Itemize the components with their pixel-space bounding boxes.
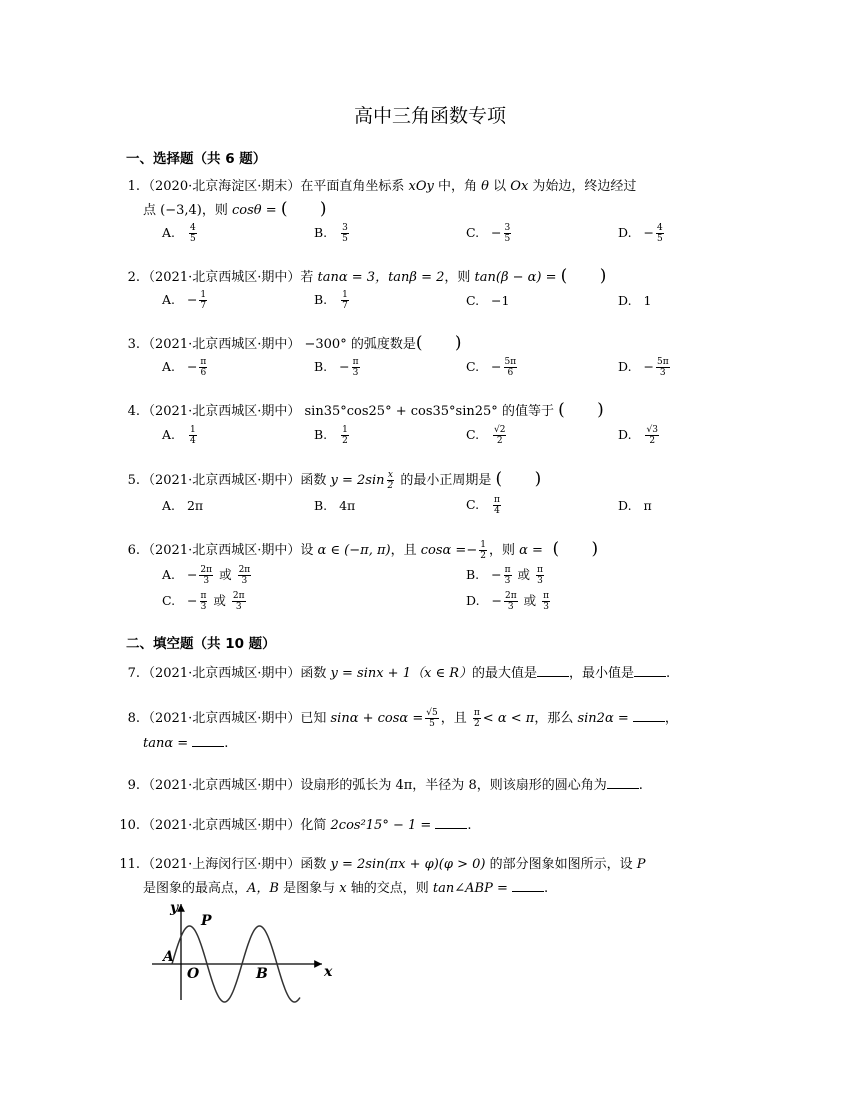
answer-blank[interactable]: ( ) (558, 400, 604, 420)
question-source: （2020·北京海淀区·期末） (142, 179, 301, 194)
question-6: 6. （2021·北京西城区·期中）设 α ∈ (−π, π)，且 cosα =− $\frac{1}{2}$ ，则 α = ( ) (114, 539, 598, 561)
question-text: 已知 (300, 711, 327, 726)
point-a-label: A (163, 949, 174, 965)
question-4 (114, 400, 604, 420)
point-b-label: B (256, 966, 268, 982)
math-expr: tan(β − α) = (474, 270, 557, 285)
math-expr: < α < π (482, 711, 535, 726)
question-10: 10. （2021·北京西城区·期中）化简 2cos²15° − 1 = . (114, 814, 472, 833)
question-number: 4. (127, 404, 140, 419)
answer-blank[interactable]: ( ) (415, 333, 462, 353)
option-a[interactable]: A. − $\frac{1}{7}$ (162, 290, 207, 311)
question-source: （2021·北京西城区·期中） (142, 473, 301, 488)
option-d[interactable]: D. $\frac{√3}{2}$ (618, 425, 658, 446)
answer-blank[interactable]: ( ) (495, 469, 542, 489)
question-8: 8. （2021·北京西城区·期中）已知 sinα + cosα = $\frac{√5}{5}$ ，且 $\frac{\pi}{2}$ < α < π，那么 sin2α = ， (114, 707, 678, 729)
question-text: 是图象的最高点， (143, 881, 248, 896)
answer-blank[interactable]: ( ) (547, 539, 599, 559)
option-c[interactable]: C. $\frac{√2}{2}$ (466, 425, 506, 446)
math-expr: cosα =− (420, 543, 478, 558)
question-source: （2021·北京西城区·期中） (142, 666, 301, 681)
math-expr: tanα = (143, 736, 189, 751)
question-text: ，最小值是 (569, 666, 635, 681)
option-b[interactable]: B. − $\frac{\pi}{3}$ (314, 357, 359, 378)
question-11-line2: 是图象的最高点，A，B 是图象与 x 轴的交点，则 tan∠ABP = . (143, 881, 549, 896)
math-var: θ (481, 179, 489, 194)
math-expr: sin2α = (577, 711, 629, 726)
question-11 (114, 853, 646, 872)
option-c[interactable]: C. − $\frac{\pi}{3}$ 或 $\frac{2\pi}{3}$ (162, 591, 245, 612)
math-expr: sinα + cosα = (330, 711, 424, 726)
question-text: ，则 (201, 203, 228, 218)
answer-blank[interactable] (607, 776, 639, 789)
question-source: （2021·北京西城区·期中） (142, 711, 301, 726)
page-title: 高中三角函数专项 (353, 105, 506, 127)
answer-blank[interactable]: ( ) (560, 266, 607, 286)
question-source: （2021·北京西城区·期中） (142, 270, 301, 285)
option-a[interactable]: A. − $\frac{\pi}{6}$ (162, 357, 207, 378)
question-text: 的最大值是 (472, 666, 538, 681)
question-source: （2021·北京西城区·期中） (142, 404, 301, 419)
answer-blank[interactable] (633, 709, 665, 722)
question-number: 8. (127, 711, 140, 726)
math-var: x (339, 881, 347, 896)
question-number: 7. (127, 666, 140, 681)
question-text: 点 (143, 203, 157, 218)
question-text: 的部分图象如图所示，设 (489, 857, 633, 872)
answer-blank[interactable] (634, 664, 666, 677)
question-text: ，那么 (534, 711, 574, 726)
question-text: 化简 (300, 818, 327, 833)
math-var: P (636, 857, 646, 872)
question-source: （2021·北京西城区·期中） (142, 337, 301, 352)
question-number: 11. (119, 857, 140, 872)
math-expr: y = 2sin(πx + φ)(φ > 0) (330, 857, 486, 872)
option-b[interactable]: B. − $\frac{\pi}{3}$ 或 $\frac{\pi}{3}$ (466, 565, 543, 586)
question-8-line2: tanα = . (143, 736, 229, 751)
option-c[interactable]: C. −1 (466, 293, 510, 308)
math-expr: tanα = 3 (317, 270, 376, 285)
question-2 (114, 266, 606, 286)
question-3 (114, 333, 462, 353)
option-c[interactable]: C. $\frac{\pi}{4}$ (466, 495, 500, 516)
question-number: 9. (127, 778, 140, 793)
math-expr: α = (519, 543, 543, 558)
option-a[interactable]: A. $\frac{1}{4}$ (162, 425, 196, 446)
question-text: 若 (300, 270, 314, 285)
option-c[interactable]: C. − $\frac{3}{5}$ (466, 223, 511, 244)
question-text: 的值等于 (501, 404, 554, 419)
question-text: 设扇形的弧长为 4π，半径为 8，则该扇形的圆心角为 (300, 778, 607, 793)
question-text: 轴的交点，则 (350, 881, 429, 896)
option-a[interactable]: A. $\frac{4}{5}$ (162, 223, 196, 244)
answer-blank[interactable] (435, 816, 467, 829)
math-expr: α ∈ (−π, π) (317, 543, 391, 558)
option-a[interactable]: A. − $\frac{2\pi}{3}$ 或 $\frac{2\pi}{3}$ (162, 565, 251, 586)
option-a[interactable]: A. 2π (162, 498, 204, 513)
math-expr: sin35°cos25° + cos35°sin25° (304, 404, 498, 419)
option-b[interactable]: B. $\frac{1}{2}$ (314, 425, 348, 446)
option-d[interactable]: D. 1 (618, 293, 652, 308)
option-b[interactable]: B. 4π (314, 498, 356, 513)
question-text: 在平面直角坐标系 (300, 179, 405, 194)
question-text: 函数 (300, 666, 327, 681)
option-c[interactable]: C. − $\frac{5\pi}{6}$ (466, 357, 517, 378)
math-expr: −300° (304, 337, 347, 352)
section-heading-choice: 一、选择题（共 6 题） (126, 151, 267, 167)
question-text: 以 (493, 179, 507, 194)
question-1 (114, 175, 636, 194)
math-expr: (−3,4) (160, 203, 202, 218)
option-d[interactable]: D. − $\frac{4}{5}$ (618, 223, 663, 244)
question-text: 函数 (300, 857, 327, 872)
math-var: Ox (510, 179, 529, 194)
option-b[interactable]: B. $\frac{3}{5}$ (314, 223, 348, 244)
x-axis-label: x (324, 964, 333, 980)
question-text: 函数 (300, 473, 327, 488)
question-number: 6. (127, 543, 140, 558)
math-expr: ，tanβ = 2 (375, 270, 445, 285)
answer-blank[interactable]: ( ) (280, 199, 327, 219)
question-1-line2 (143, 199, 327, 219)
option-b[interactable]: B. $\frac{1}{7}$ (314, 290, 348, 311)
question-text: ，且 (390, 543, 417, 558)
question-source: （2021·上海闵行区·期中） (142, 857, 301, 872)
question-source: （2021·北京西城区·期中） (142, 818, 301, 833)
math-var: A，B (247, 881, 279, 896)
option-d[interactable]: D. − $\frac{5\pi}{3}$ (618, 357, 669, 378)
question-text: 设 (300, 543, 314, 558)
answer-blank[interactable] (537, 664, 569, 677)
answer-blank[interactable] (192, 734, 224, 747)
math-expr: cosθ = (232, 203, 277, 218)
question-number: 3. (127, 337, 140, 352)
math-expr: tan∠ABP = (432, 881, 508, 896)
math-var: xOy (408, 179, 434, 194)
math-expr: y = 2sin (330, 473, 385, 488)
option-d[interactable]: D. − $\frac{2\pi}{3}$ 或 $\frac{\pi}{3}$ (466, 591, 550, 612)
point-p-label: P (201, 913, 212, 929)
option-d[interactable]: D. π (618, 498, 652, 513)
math-expr: （x ∈ R） (410, 666, 472, 681)
question-source: （2021·北京西城区·期中） (142, 543, 301, 558)
question-number: 2. (127, 270, 140, 285)
question-9: 9. （2021·北京西城区·期中）设扇形的弧长为 4π，半径为 8，则该扇形的圆心角为 . (114, 774, 643, 793)
question-text: 的弧度数是 (350, 337, 416, 352)
question-text: 的最小正周期是 (400, 473, 492, 488)
sine-graph (150, 898, 340, 1008)
y-axis-label: y (170, 900, 179, 916)
question-5: 5. （2021·北京西城区·期中）函数 y = 2sin $\frac{x}{2}$ 的最小正周期是 ( ) (114, 469, 541, 491)
question-number: 5. (127, 473, 140, 488)
origin-label: O (187, 966, 200, 982)
question-number: 10. (119, 818, 140, 833)
answer-blank[interactable] (512, 879, 544, 892)
math-expr: 2cos²15° − 1 = (330, 818, 432, 833)
question-text: ，则 (444, 270, 471, 285)
section-heading-fill: 二、填空题（共 10 题） (126, 636, 276, 652)
math-expr: y = sinx + 1 (330, 666, 411, 681)
question-text: ，则 (488, 543, 515, 558)
question-text: ，且 (440, 711, 467, 726)
question-7: 7. （2021·北京西城区·期中）函数 y = sinx + 1（x ∈ R）的最大值是 ，最小值是 . (114, 662, 670, 681)
question-text: 中，角 (438, 179, 478, 194)
question-text: 为始边，终边经过 (532, 179, 637, 194)
question-number: 1. (127, 179, 140, 194)
question-source: （2021·北京西城区·期中） (142, 778, 301, 793)
question-text: 是图象与 (283, 881, 336, 896)
